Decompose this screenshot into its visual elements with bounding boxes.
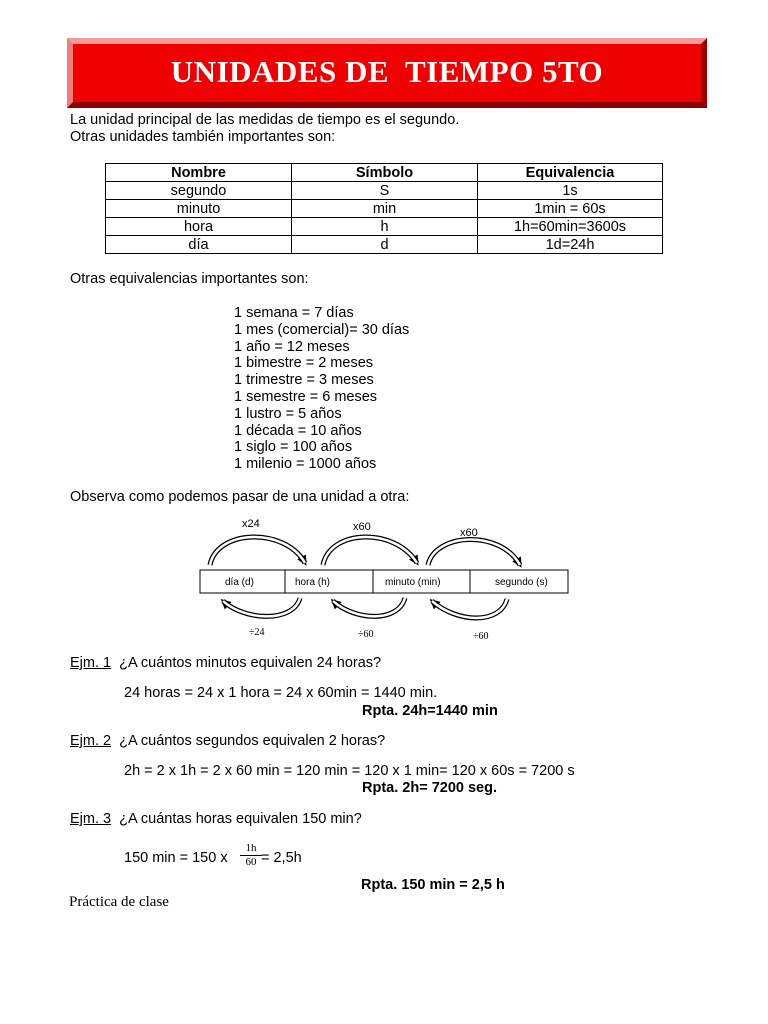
divide-arrow-2 [333, 598, 405, 616]
table-header-symbol: Símbolo [292, 164, 478, 182]
example-3 [70, 811, 362, 828]
divide-label-2: ÷60 [358, 629, 374, 640]
table-header-name: Nombre [106, 164, 292, 182]
divide-arrow-3 [432, 599, 507, 618]
example-1-answer: Rpta. 24h=1440 min [362, 703, 498, 719]
divide-label-1: ÷24 [249, 627, 265, 638]
practice-heading: Práctica de clase [69, 894, 169, 910]
table-row [106, 218, 663, 236]
unit-bar [200, 570, 568, 593]
example-1-work: 24 horas = 24 x 1 hora = 24 x 60min = 1440 min. [124, 685, 438, 701]
example-2-work: 2h = 2 x 1h = 2 x 60 min = 120 min = 120 x 1 min= 120 x 60s = 7200 s [124, 763, 575, 779]
list-item: 1 semestre = 6 meses [234, 388, 378, 405]
table-row [106, 236, 663, 254]
intro-line-1: La unidad principal de las medidas de tiempo es el segundo. [70, 112, 460, 128]
example-2 [70, 733, 385, 750]
list-item: 1 semana = 7 días [234, 305, 354, 321]
multiply-arrow-3 [428, 539, 520, 565]
multiply-label-2: x60 [353, 521, 371, 533]
list-item: 1 bimestre = 2 meses [234, 355, 374, 372]
table-cell: día [106, 236, 292, 254]
list-item: 1 década = 10 años [234, 422, 362, 439]
example-3-work-prefix: 150 min = 150 x [124, 850, 228, 866]
example-question: ¿A cuántos minutos equivalen 24 horas? [119, 655, 382, 671]
multiply-label-3: x60 [460, 527, 478, 539]
fraction-numerator: 1h [240, 842, 262, 856]
divide-arrow-1 [223, 598, 300, 616]
diagram-intro: Observa como podemos pasar de una unidad a otra: [70, 489, 410, 505]
example-1 [70, 655, 381, 672]
list-item: 1 lustro = 5 años [234, 405, 342, 422]
list-item: 1 siglo = 100 años [234, 439, 353, 456]
table-cell: d [292, 236, 478, 254]
unit-label-second: segundo (s) [495, 577, 548, 588]
example-label: Ejm. 3 [70, 811, 112, 827]
table-cell: 1s [478, 182, 663, 200]
multiply-arrow-1 [210, 537, 305, 565]
units-table [105, 163, 663, 254]
example-label: Ejm. 1 [70, 655, 112, 671]
list-item: 1 milenio = 1000 años [234, 456, 377, 473]
equivalences-list [234, 305, 409, 473]
table-cell: h [292, 218, 478, 236]
table-header-equivalence: Equivalencia [478, 164, 663, 182]
table-cell: S [292, 182, 478, 200]
table-row [106, 182, 663, 200]
example-label: Ejm. 2 [70, 733, 112, 749]
title-banner [67, 38, 707, 108]
table-cell: 1min = 60s [478, 200, 663, 218]
table-cell: segundo [106, 182, 292, 200]
table-row [106, 200, 663, 218]
list-item: 1 año = 12 meses [234, 338, 350, 355]
list-item: 1 mes (comercial)= 30 días [234, 321, 410, 338]
example-question: ¿A cuántas horas equivalen 150 min? [119, 811, 362, 827]
multiply-arrow-2 [323, 537, 417, 565]
page-title: UNIDADES DE TIEMPO 5TO [170, 54, 604, 89]
example-question: ¿A cuántos segundos equivalen 2 horas? [119, 733, 386, 749]
table-cell: min [292, 200, 478, 218]
list-item: 1 trimestre = 3 meses [234, 372, 374, 389]
example-3-answer: Rpta. 150 min = 2,5 h [361, 877, 505, 893]
unit-label-day: día (d) [225, 577, 254, 588]
fraction-denominator: 60 [245, 856, 257, 868]
table-cell: minuto [106, 200, 292, 218]
equivalences-intro: Otras equivalencias importantes son: [70, 271, 309, 287]
fraction [240, 842, 262, 869]
table-header-row [106, 164, 663, 182]
unit-label-minute: minuto (min) [385, 577, 441, 588]
multiply-label-1: x24 [242, 518, 260, 530]
example-3-work-suffix: = 2,5h [261, 850, 302, 866]
table-cell: 1h=60min=3600s [478, 218, 663, 236]
unit-conversion-diagram [195, 513, 575, 643]
unit-label-hour: hora (h) [295, 577, 331, 588]
intro-line-2: Otras unidades también importantes son: [70, 129, 336, 145]
table-cell: hora [106, 218, 292, 236]
table-cell: 1d=24h [478, 236, 663, 254]
example-2-answer: Rpta. 2h= 7200 seg. [362, 780, 497, 796]
divide-label-3: ÷60 [473, 631, 489, 642]
